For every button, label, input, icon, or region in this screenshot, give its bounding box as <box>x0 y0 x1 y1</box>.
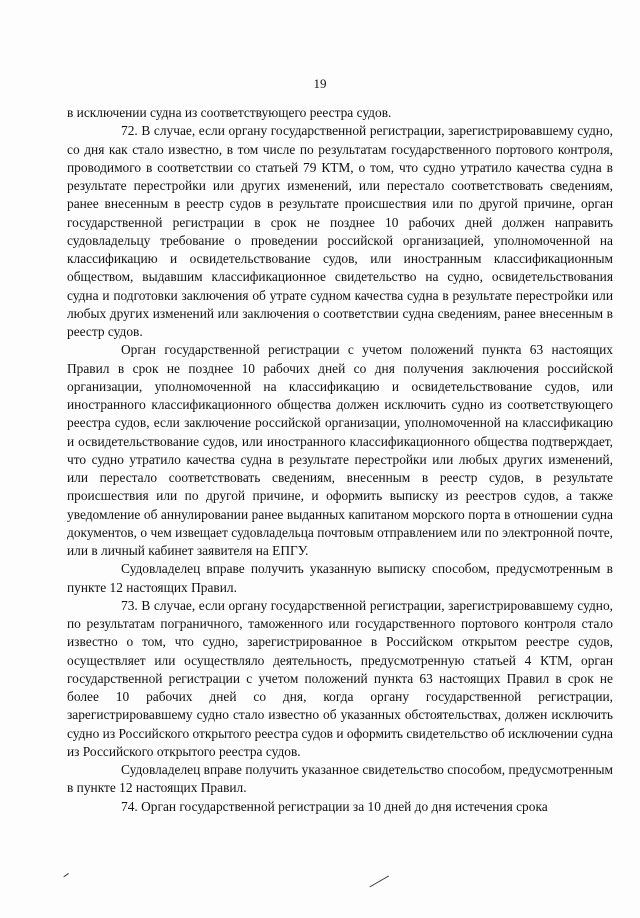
paragraph-73-owner-certificate: Судовладелец вправе получить указанное свидетельство способом, предусмотренным в пункте 12 настоящих Правил. <box>67 762 613 796</box>
document-body <box>67 104 613 816</box>
paragraph-73: 73. В случае, если органу государственной регистрации, зарегистрировавшему судно, по результатам пограничного, таможенного или государственного портового контроля стало известно о том, что судно, зарегистрированное в Российском открытом реестре судов, осуществляет или осуществляло деятельность, предусмотренную статьей 4 КТМ, орган государственной регистрации с учетом положений пункта 63 настоящих Правил в срок не более 10 рабочих дней со дня, когда органу государственной регистрации, зарегистрировавшему судно стало известно об указанных обстоятельствах, должен исключить судно из Российского открытого реестра судов и оформить свидетельство об исключении судна из Российского открытого реестра судов. <box>67 597 613 759</box>
page-number: 19 <box>313 76 327 91</box>
paragraph-74: 74. Орган государственной регистрации за 10 дней до дня истечения срока <box>121 798 548 814</box>
paragraph-72: 72. В случае, если органу государственной регистрации, зарегистрировавшему судно, со дня как стало известно, в том числе по результатам государственного портового контроля, проводимого в соответствии со статьей 79 КТМ, о том, что судно утратило качества судна в результате перестройки или других изменений, или перестало соответствовать сведениям, ранее внесенным в реестр судов в результате происшествия или по другой причине, орган государственной регистрации в срок не позднее 10 рабочих дней должен направить судовладельцу требование о проведении российской организацией, уполномоченной на классификацию и освидетельствование судов, или иностранным классификационным обществом, выдавшим классификационное свидетельство на судно, освидетельствования судна и подготовки заключения об утрате судном качества судна в результате перестройки или любых других изменений или заключения о соответствии судна сведениям, ранее внесенным в реестр судов. <box>67 123 613 339</box>
scan-mark-center <box>369 875 389 888</box>
paragraph-72-owner-extract: Судовладелец вправе получить указанную выписку способом, предусмотренным в пункте 12 настоящих Правил. <box>67 561 613 595</box>
paragraph-continuation: в исключении судна из соответствующего реестра судов. <box>67 105 392 120</box>
scan-mark-left <box>61 870 69 878</box>
paragraph-72-registration-authority: Орган государственной регистрации с учетом положений пункта 63 настоящих Правил в срок не позднее 10 рабочих дней со дня получения заключения российской организации, уполномоченной на классификацию и освидетельствование судов, или иностранного классификационного общества должен исключить судно из соответствующего реестра судов, если заключение российской организации, уполномоченной на классификацию и освидетельствование судов, или иностранного классификационного общества подтверждает, что судно утратило качества судна в результате перестройки или любых других изменений, или перестало соответствовать сведениям, внесенным в реестр судов, в результате происшествия или по другой причине, и оформить выписку из реестров судов, а также уведомление об аннулировании ранее выданных капитаном морского порта в отношении судна документов, о чем извещает судовладельца почтовым отправлением или по электронной почте, или в личный кабинет заявителя на ЕПГУ. <box>67 342 613 558</box>
